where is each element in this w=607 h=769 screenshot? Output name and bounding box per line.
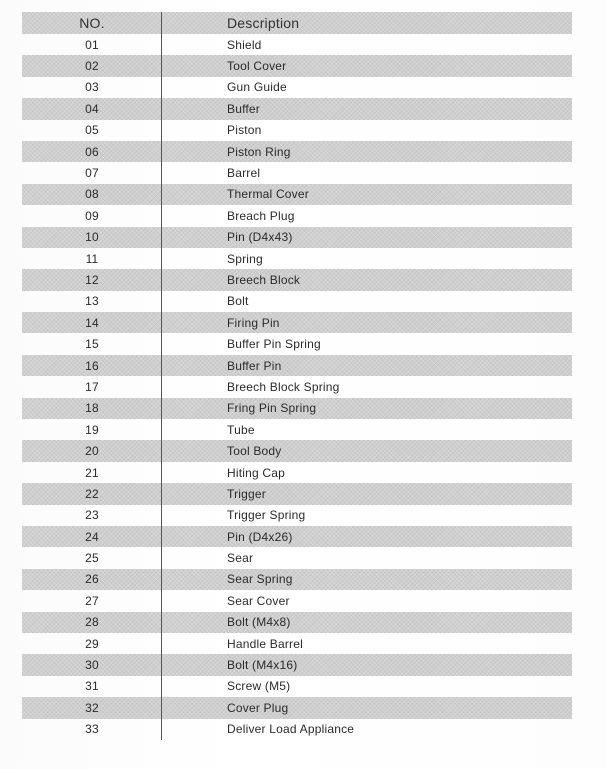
table-header-row xyxy=(22,12,572,34)
part-number: 07 xyxy=(85,166,99,181)
part-description: Firing Pin xyxy=(227,315,280,330)
part-description: Breech Block Spring xyxy=(227,379,340,394)
part-description: Fring Pin Spring xyxy=(227,401,317,416)
part-description: Trigger xyxy=(227,486,266,501)
table-row xyxy=(22,55,572,76)
part-description: Cover Plug xyxy=(227,700,289,715)
table-row xyxy=(22,184,572,205)
part-number: 09 xyxy=(85,208,99,223)
table-body xyxy=(22,34,572,740)
part-description: Bolt xyxy=(227,294,249,309)
table-row xyxy=(22,291,572,312)
part-description: Hiting Cap xyxy=(227,465,286,480)
table-row xyxy=(22,526,572,547)
table-row xyxy=(22,654,572,675)
table-row xyxy=(22,162,572,183)
part-number: 30 xyxy=(85,658,99,673)
part-description: Trigger Spring xyxy=(227,508,306,523)
part-description: Pin (D4x43) xyxy=(227,230,293,245)
part-number: 16 xyxy=(85,358,99,373)
parts-table xyxy=(22,12,572,740)
part-number: 24 xyxy=(85,529,99,544)
table-row xyxy=(22,419,572,440)
part-number: 14 xyxy=(85,315,99,330)
part-description: Sear Spring xyxy=(227,572,293,587)
table-row xyxy=(22,633,572,654)
table-row xyxy=(22,376,572,397)
part-description: Tool Body xyxy=(227,444,282,459)
part-description: Pin (D4x26) xyxy=(227,529,293,544)
part-description: Bolt (M4x16) xyxy=(227,658,298,673)
part-number: 31 xyxy=(85,679,99,694)
part-description: Tube xyxy=(227,422,255,437)
table-row xyxy=(22,505,572,526)
table-row xyxy=(22,719,572,740)
table-row xyxy=(22,355,572,376)
part-description: Spring xyxy=(227,251,263,266)
table-row xyxy=(22,141,572,162)
table-row xyxy=(22,333,572,354)
header-description: Description xyxy=(227,15,300,31)
part-number: 03 xyxy=(85,80,99,95)
part-number: 10 xyxy=(85,230,99,245)
column-divider xyxy=(161,12,162,740)
part-description: Piston Ring xyxy=(227,144,291,159)
table-row xyxy=(22,269,572,290)
part-description: Gun Guide xyxy=(227,80,287,95)
table-row xyxy=(22,569,572,590)
part-number: 15 xyxy=(85,337,99,352)
part-number: 28 xyxy=(85,615,99,630)
part-description: Piston xyxy=(227,123,262,138)
table-row xyxy=(22,398,572,419)
part-number: 33 xyxy=(85,722,99,737)
part-number: 23 xyxy=(85,508,99,523)
part-description: Buffer Pin Spring xyxy=(227,337,321,352)
part-description: Buffer xyxy=(227,101,260,116)
part-number: 29 xyxy=(85,636,99,651)
header-no: NO. xyxy=(79,15,105,31)
part-number: 19 xyxy=(85,422,99,437)
part-description: Buffer Pin xyxy=(227,358,282,373)
part-number: 32 xyxy=(85,700,99,715)
part-number: 27 xyxy=(85,593,99,608)
part-description: Bolt (M4x8) xyxy=(227,615,291,630)
table-row xyxy=(22,205,572,226)
table-row xyxy=(22,34,572,55)
part-number: 01 xyxy=(85,37,99,52)
table-row xyxy=(22,120,572,141)
table-row xyxy=(22,98,572,119)
table-row xyxy=(22,227,572,248)
part-number: 02 xyxy=(85,59,99,74)
part-number: 17 xyxy=(85,379,99,394)
part-number: 25 xyxy=(85,551,99,566)
part-description: Breach Plug xyxy=(227,208,295,223)
part-number: 12 xyxy=(85,272,99,287)
part-number: 26 xyxy=(85,572,99,587)
part-description: Screw (M5) xyxy=(227,679,291,694)
part-number: 13 xyxy=(85,294,99,309)
part-number: 05 xyxy=(85,123,99,138)
part-description: Shield xyxy=(227,37,262,52)
table-row xyxy=(22,590,572,611)
table-row xyxy=(22,676,572,697)
part-description: Deliver Load Appliance xyxy=(227,722,355,737)
part-number: 11 xyxy=(85,251,99,266)
part-number: 18 xyxy=(85,401,99,416)
table-row xyxy=(22,697,572,718)
part-description: Barrel xyxy=(227,166,261,181)
part-number: 08 xyxy=(85,187,99,202)
part-description: Tool Cover xyxy=(227,59,287,74)
table-row xyxy=(22,440,572,461)
table-row xyxy=(22,462,572,483)
part-number: 22 xyxy=(85,486,99,501)
part-description: Sear Cover xyxy=(227,593,290,608)
part-description: Breech Block xyxy=(227,272,301,287)
table-row xyxy=(22,312,572,333)
part-number: 06 xyxy=(85,144,99,159)
part-number: 04 xyxy=(85,101,99,116)
table-row xyxy=(22,248,572,269)
table-row xyxy=(22,77,572,98)
table-row xyxy=(22,612,572,633)
part-number: 21 xyxy=(85,465,99,480)
table-row xyxy=(22,547,572,568)
part-description: Handle Barrel xyxy=(227,636,303,651)
part-number: 20 xyxy=(85,444,99,459)
part-description: Sear xyxy=(227,551,254,566)
table-row xyxy=(22,483,572,504)
part-description: Thermal Cover xyxy=(227,187,309,202)
